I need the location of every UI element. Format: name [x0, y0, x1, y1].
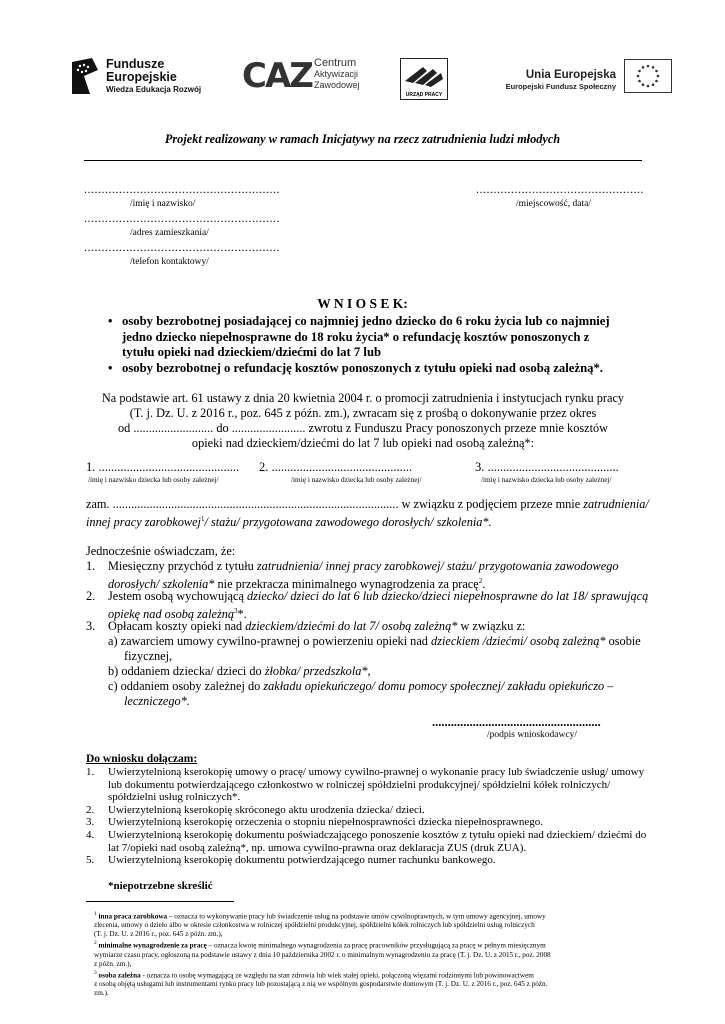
phone-label: /telefon kontaktowy/: [130, 257, 209, 267]
footnote-ref: 3: [234, 607, 238, 615]
decl-italic: żłobka/ przedszkola*: [264, 664, 368, 678]
decl-italic: dzieckiem/dziećmi do lat 7/ osobą zależną*: [245, 619, 458, 633]
document-title: W N I O S E K:: [317, 296, 408, 311]
decl-text: osobie: [605, 634, 641, 648]
footnote-item: $^3$ osoba zależna - oznacza to osobę wymagającą ze względu na stan zdrowia lub wiek stałej opieki, połączoną więzami rodzinnymi lub powinowactwem z osobą objętą usługami lub instrumentami rynku pracy lub pozostającą z nią we wspólnym gospodarstwie domowym (T. j. Dz. U. z 2016 r., poz. 645 z późn. zm.).: [94, 969, 548, 998]
attachment-item: 5. Uwierzytelnioną kserokopię dokumentu potwierdzającego numer rachunku bankowego.: [86, 854, 496, 867]
name-label: /imię i nazwisko/: [130, 199, 196, 209]
logo-bar: [0, 40, 725, 120]
child-label: /imię i nazwisko dziecka lub osoby zależnej/: [481, 475, 612, 484]
caz-logo: [242, 54, 372, 104]
decl-text: Jestem osobą wychowującą: [108, 589, 247, 603]
place-label: /miejscowość, data/: [516, 199, 591, 209]
decl-italic: zatrudnienia/ innej pracy zarobkowej/ stażu/ przygotowania zawodowego: [256, 559, 619, 573]
header-divider: [84, 160, 642, 161]
attachment-item: 2. Uwierzytelnioną kserokopię skróconego aktu urodzenia dziecka/ dzieci.: [86, 803, 425, 816]
child-entry-2: [259, 460, 459, 484]
place-dots: ................................................: [476, 182, 644, 196]
bullet-item: • osoby bezrobotnej posiadającej co najmniej jedno dziecko do 6 roku życia lub co najmniej jedno dziecko niepełnosprawne do 18 roku życia* o refundację kosztów ponoszonych z tytułu opieki nad dzieckiem/dziećmi do lat 7 lub: [108, 314, 610, 359]
decl-italic: zakładu opiekuńczego/ domu pomocy społecznej/ zakładu opiekuńczo –: [263, 679, 614, 693]
decl-italic: dziecko/ dzieci do lat 6 lub dziecko/dzieci niepełnosprawne do lat 18/ sprawującą: [246, 589, 649, 603]
decl-text: ,: [367, 664, 371, 678]
decl-italic: opiekę nad osobą zależną: [108, 607, 235, 622]
decl-text: b) oddaniem dziecka/ dzieci do: [108, 664, 265, 678]
child-entry-3: [475, 460, 655, 484]
child-dots: 1. .............................................: [86, 460, 240, 474]
bullet-list: [104, 314, 624, 376]
decl-italic: dzieckiem /dziećmi/ osobą zależną*: [431, 634, 606, 648]
decl-text: .: [482, 577, 486, 592]
ue-line2: Europejski Fundusz Społeczny: [505, 82, 616, 91]
decl-text: Miesięczny przychód z tytułu: [108, 559, 257, 573]
arrows-icon: [401, 61, 447, 91]
child-label: /imię i nazwisko dziecka lub osoby zależnej/: [88, 475, 219, 484]
attachment-item: 4. Uwierzytelnioną kserokopię dokumentu poświadczającego ponoszenie kosztów z tytułu opieki nad dzieckiem/ dziećmi do lat 7/opieki nad osobą zależną*, np. umowa cywilno-prawna oraz deklaracja ZUS (druk ZUA).: [86, 828, 647, 854]
attachment-item: 1. Uwierzytelnioną kserokopię umowy o pracę/ umowy cywilno-prawnej o wykonanie pracy lub świadczenie usług/ umowy lub dokumentu potwierdzającego członkostwo w rolniczej spółdzielni produkcyjnej/ spółdzielni kółek rolniczych/ spółdzielni usług rolniczych*.: [86, 766, 645, 804]
project-line: Projekt realizowany w ramach Inicjatywy na rzecz zatrudnienia ludzi młodych: [164, 132, 561, 146]
caz-line3: Zawodowej: [314, 80, 360, 90]
footnote-divider: [86, 901, 234, 902]
intro-line: Na podstawie art. 61 ustawy z dnia 20 kwietnia 2004 r. o promocji zatrudnienia i instytucjach rynku pracy: [101, 391, 625, 405]
attachments-title: Do wniosku dołączam:: [86, 753, 198, 765]
urzad-pracy-logo: [400, 58, 448, 100]
declaration-1: [86, 559, 656, 592]
fe-line1: Fundusze: [106, 57, 165, 71]
declaration-num: 3.: [86, 619, 96, 633]
signature-label: /podpis wnioskodawcy/: [487, 730, 577, 740]
zam-employment: zatrudnienia/: [583, 497, 649, 511]
caz-mark: CAZ: [242, 56, 312, 96]
declaration-2: [86, 589, 656, 622]
decl-italic: dorosłych/ szkolenia*: [108, 577, 215, 592]
decl-text: c) oddaniem osoby zależnej do: [108, 679, 264, 693]
child-entry-1: [86, 460, 276, 484]
eu-flag-icon: [624, 59, 672, 93]
name-dots: ........................................................: [84, 182, 280, 196]
zam-rest: / stażu/ przygotowana zawodowego dorosłych/ szkolenia*.: [204, 515, 492, 530]
declaration-num: 2.: [86, 589, 96, 603]
zam-other-work: innej pracy zarobkowej: [86, 515, 201, 530]
strike-note: *niepotrzebne skreślić: [108, 880, 213, 892]
footnote-item: $^2$ minimalne wynagrodzenie za pracę – oznacza kwotę minimalnego wynagrodzenia za pracę pracowników przysługującą za pracę w pełnym miesięcznym wymiarze czasu pracy, ogłoszoną na podstawie ustawy z dnia 10 października 2002 r. o minimalnym wynagrodzeniu za pracę (T. j. Dz. U. z 2015 r., poz. 2008 z późn. zm.),: [94, 940, 551, 968]
declaration-3: [86, 619, 656, 709]
ue-line1: Unia Europejska: [525, 69, 616, 81]
fe-line2: Europejskie: [106, 70, 177, 84]
footnote-ref: 1: [200, 515, 205, 523]
child-dots: 3. ..........................................: [475, 460, 619, 474]
decl-text: w związku z:: [457, 619, 526, 633]
decl-text: *.: [237, 607, 247, 622]
child-label: /imię i nazwisko dziecka lub osoby zależnej/: [291, 475, 422, 484]
address-dots: ........................................................: [84, 211, 280, 225]
decl-text: fizycznej,: [124, 649, 173, 663]
child-dots: 2. .............................................: [259, 460, 413, 474]
intro-line: (T. j. Dz. U. z 2016 r., poz. 645 z późn. zm.), zwracam się z prośbą o dokonywanie przez okres: [129, 406, 597, 420]
intro-paragraph: [84, 391, 642, 451]
fe-flag-icon: [70, 56, 100, 96]
footnote-ref: 2: [478, 577, 483, 585]
fundusze-europejskie-logo: [70, 54, 210, 104]
up-label: URZĄD PRACY: [405, 92, 443, 98]
caz-line2: Aktywizacji: [314, 69, 359, 79]
address-label: /adres zamieszkania/: [130, 228, 209, 238]
attachments-list: [86, 766, 656, 867]
decl-text: Opłacam koszty opieki nad: [108, 619, 246, 633]
decl-italic: leczniczego*.: [124, 694, 190, 708]
fe-line3: Wiedza Edukacja Rozwój: [106, 85, 202, 94]
residence-paragraph: [86, 497, 656, 530]
bullet-icon: •: [108, 314, 113, 328]
bullet-icon: •: [108, 360, 113, 375]
attachment-item: 3. Uwierzytelnioną kserokopię orzeczenia o stopniu niepełnosprawności dziecka niepełnosprawnego.: [86, 816, 543, 829]
signature-dots: ......................................................: [432, 715, 601, 729]
intro-line: opieki nad dzieckiem/dziećmi do lat 7 lub opieki nad osobą zależną*:: [191, 436, 535, 450]
decl-text: nie przekracza minimalnego wynagrodzenia za pracę: [214, 577, 479, 592]
footnotes: [86, 910, 646, 998]
footnote-item: $^1$ inna praca zarobkowa – oznacza to wykonywanie pracy lub świadczenie usług na podstawie umów cywilnoprawnych, w tym umowy agencyjnej, umowy zlecenia, umowy o dzieło albo w okresie członkostwa w rolniczej spółdzielni produkcyjnej, spółdzielni kółek rolniczych lub spółdzielni usług rolniczych (T. j. Dz. U. z 2016 r., poz. 645 z późn. zm.),: [94, 911, 546, 939]
intro-line: od .......................... do ........................ zwrotu z Funduszu Pracy ponoszonych przeze mnie kosztów: [117, 421, 609, 435]
caz-line1: Centrum: [314, 57, 357, 69]
decl-text: a) zawarciem umowy cywilno-prawnej o powierzeniu opieki nad: [108, 634, 432, 648]
declaration-num: 1.: [86, 559, 96, 573]
bullet-item: • osoby bezrobotnej o refundację kosztów ponoszonych z tytułu opieki nad osobą zależną*.: [108, 360, 603, 375]
zam-line: zam. ............................................................................................. w związku z podjęciem przeze mnie: [86, 497, 584, 511]
phone-dots: ........................................................: [84, 240, 280, 254]
declare-intro: Jednocześnie oświadczam, że:: [86, 544, 236, 558]
